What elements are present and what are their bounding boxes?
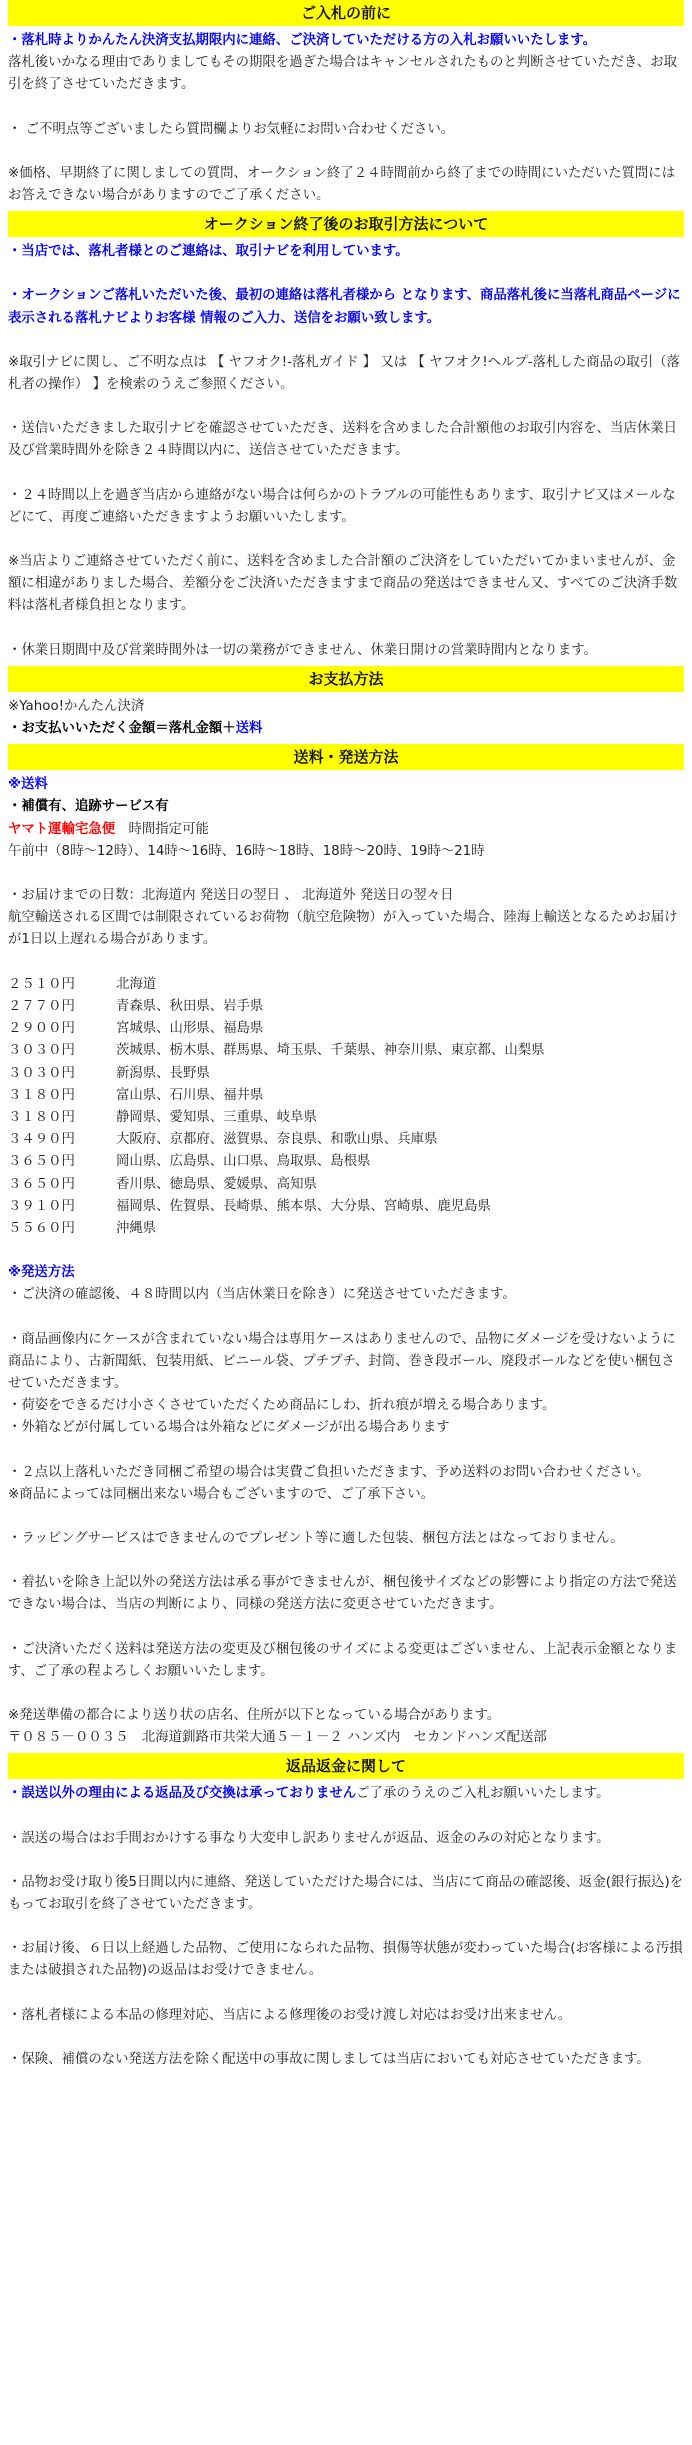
creases-notice: ・荷姿をできるだけ小さくさせていただくため商品にしわ、折れ痕が増える場合あります。 bbox=[8, 1398, 556, 1414]
shipping-fee-heading: ※送料 bbox=[8, 777, 48, 793]
time-slots: 午前中（8時〜12時）、14時〜16時、16時〜18時、18時〜20時、19時〜21時 bbox=[8, 843, 485, 859]
insurance-notice: ・保険、補償のない発送方法を除く配送中の事故に関しましては当店においても対応させていただきます。 bbox=[8, 2051, 650, 2067]
holiday-notice: ・休業日期間中及び営業時間外は一切の業務ができません、休業日開けの営業時間内となります。 bbox=[8, 642, 597, 658]
no-returns-tail: ご了承のうえのご入札お願いいたします。 bbox=[356, 1786, 610, 1802]
time-designation: 時間指定可能 bbox=[115, 821, 209, 837]
section-header-shipping: 送料・発送方法 bbox=[8, 744, 684, 770]
trade-navi-notice: ・当店では、落札者様とのご連絡は、取引ナビを利用しています。 bbox=[8, 244, 409, 260]
carrier-name: ヤマト運輸宅急便 bbox=[8, 821, 116, 837]
rate-row: ３６５０円 香川県、徳島県、愛媛県、高知県 bbox=[8, 1176, 317, 1192]
payment-amount bbox=[8, 718, 684, 740]
payment-amount-label: ・お支払いいただく金額＝落札金額＋ bbox=[8, 721, 236, 737]
shipping-method-heading: ※発送方法 bbox=[8, 1265, 75, 1281]
rate-row: ５５６０円 沖縄県 bbox=[8, 1220, 157, 1236]
sender-address-notice: ※発送準備の都合により送り状の店名、住所が以下となっている場合があります。 bbox=[8, 1707, 501, 1723]
packing-notice: ・商品画像内にケースが含まれていない場合は専用ケースはありませんので、品物にダメージを受けないように商品により、古新聞紙、包装用紙、ビニール袋、プチプチ、封筒、巻き段ボール、廃段ボールなどを使い梱包させていただきます。 bbox=[8, 1331, 676, 1391]
section-header-after-auction: オークション終了後のお取引方法について bbox=[8, 211, 684, 237]
rate-row: ２５１０円 北海道 bbox=[8, 976, 157, 992]
trade-navi-help: ※取引ナビに関し、ご不明な点は 【 ヤフオク!-落札ガイド 】 又は 【 ヤフオク!ヘルプ-落札した商品の取引（落札者の操作） 】を検索のうえご参照ください。 bbox=[8, 354, 680, 393]
no-returns-notice bbox=[8, 1783, 684, 1805]
section-returns bbox=[8, 1779, 684, 2075]
price-question-notice: ※価格、早期終了に関しましての質問、オークション終了２４時間前から終了までの時間にいただいた質問にはお答えできない場合がありますのでご了承ください。 bbox=[8, 165, 676, 204]
payment-deadline-notice: ・落札時よりかんたん決済支払期限内に連絡、ご決済していただける方の入札お願いいたします。 bbox=[8, 33, 597, 48]
section-header-returns: 返品返金に関して bbox=[8, 1753, 684, 1779]
shipping-fee-label: 送料 bbox=[235, 721, 263, 737]
wrong-item-notice: ・誤送の場合はお手間おかけする事なり大変申し訳ありませんが返品、返金のみの対応となります。 bbox=[8, 1830, 610, 1846]
bundle-unavailable-notice: ※商品によっては同梱出来ない場合もございますので、ご了承下さい。 bbox=[8, 1486, 435, 1502]
delivery-days: ・お届けまでの日数：北海道内 発送日の翌日 、 北海道外 発送日の翌々日 bbox=[8, 888, 454, 904]
no-contact-notice: ・２４時間以上を過ぎ当店から連絡がない場合は何らかのトラブルの可能性もあります、取引ナビ又はメールなどにて、再度ご連絡いただきますようお願いいたします。 bbox=[8, 487, 676, 525]
six-day-notice: ・お届け後、６日以上経過した品物、ご使用になられた品物、損傷等状態が変わっていた場合(お客様による汚損または破損された品物)の返品はお受けできません。 bbox=[8, 1941, 683, 1979]
rate-row: ２７７０円 青森県、秋田県、岩手県 bbox=[8, 998, 264, 1014]
first-contact-notice: ・オークションご落札いただいた後、最初の連絡は落札者様から となります、商品落札後に当落札商品ページに表示される落札ナビよりお客様 情報のご入力、送信をお願い致します。 bbox=[8, 288, 681, 326]
section-payment bbox=[8, 692, 684, 744]
air-transport-notice: 航空輸送される区間では制限されているお荷物（航空危険物）が入っていた場合、陸海上輸送となるためお届けが1日以上遅れる場合があります。 bbox=[8, 910, 678, 948]
tracking-notice: ・補償有、追跡サービス有 bbox=[8, 799, 169, 815]
total-amount-notice: ・送信いただきました取引ナビを確認させていただき、送料を含めました合計額他のお取引内容を、当店休業日及び営業時間外を除き２４時間以内に、送信させていただきます。 bbox=[8, 421, 677, 459]
rate-row: ３１８０円 富山県、石川県、福井県 bbox=[8, 1087, 264, 1103]
section-shipping bbox=[8, 770, 684, 1753]
cancellation-notice: 落札後いかなる理由でありましてもその期限を過ぎた場合はキャンセルされたものと判断させていただき、お取引を終了させていただきます。 bbox=[8, 55, 677, 93]
section-before-bidding bbox=[8, 26, 684, 211]
section-after-auction bbox=[8, 237, 684, 666]
rate-row: ３０３０円 茨城県、栃木県、群馬県、埼玉県、千葉県、神奈川県、東京都、山梨県 bbox=[8, 1043, 545, 1059]
rate-row: ３０３０円 新潟県、長野県 bbox=[8, 1065, 210, 1081]
prepayment-notice: ※当店よりご連絡させていただく前に、送料を含めました合計額のご決済をしていただいてかまいませんが、金額に相違がありました場合、差額分をご決済いただきますまで商品の発送はできません又、すべてのご決済手数料は落札者様負担となります。 bbox=[8, 554, 678, 614]
no-returns-emphasis: ・誤送以外の理由による返品及び交換は承っておりません bbox=[8, 1786, 357, 1802]
rate-row: ３６５０円 岡山県、広島県、山口県、鳥取県、島根県 bbox=[8, 1154, 371, 1170]
sender-address: 〒０８５－００３５ 北海道釧路市共栄大通５－１－２ ハンズ内 セカンドハンズ配送部 bbox=[8, 1730, 547, 1746]
rate-row: ３４９０円 大阪府、京都府、滋賀県、奈良県、和歌山県、兵庫県 bbox=[8, 1132, 438, 1148]
shipping-change-notice: ・着払いを除き上記以外の発送方法は承る事ができませんが、梱包後サイズなどの影響により指定の方法で発送できない場合は、当店の判断により、同様の発送方法に変更させていただきます。 bbox=[8, 1575, 677, 1613]
payment-method: ※Yahoo!かんたん決済 bbox=[8, 698, 145, 714]
ship-within-48h: ・ご決済の確認後、４８時間以内（当店休業日を除き）に発送させていただきます。 bbox=[8, 1287, 516, 1303]
bundle-shipping-notice: ・２点以上落札いただき同梱ご希望の場合は実費ご負担いただきます、予め送料のお問い合わせください。 bbox=[8, 1464, 650, 1480]
repair-notice: ・落札者様による本品の修理対応、当店による修理後のお受け渡し対応はお受け出来ません。 bbox=[8, 2007, 572, 2023]
questions-notice: ・ ご不明点等ございましたら質問欄よりお気軽にお問い合わせください。 bbox=[8, 121, 455, 137]
outer-box-notice: ・外箱などが付属している場合は外箱などにダメージが出る場合あります bbox=[8, 1420, 450, 1436]
shipping-rate-list bbox=[8, 974, 684, 1240]
rate-row: ３１８０円 静岡県、愛知県、三重県、岐阜県 bbox=[8, 1109, 317, 1125]
five-day-notice: ・品物お受け取り後5日間以内に連絡、発送していただけた場合には、当店にて商品の確認後、返金(銀行振込)をもってお取引を終了させていただきます。 bbox=[8, 1874, 684, 1912]
section-header-payment: お支払方法 bbox=[8, 666, 684, 692]
fixed-fee-notice: ・ご決済いただく送料は発送方法の変更及び梱包後のサイズによる変更はございません、上記表示金額となります、ご了承の程よろしくお願いいたします。 bbox=[8, 1641, 678, 1679]
rate-row: ２９００円 宮城県、山形県、福島県 bbox=[8, 1021, 264, 1037]
rate-row: ３９１０円 福岡県、佐賀県、長崎県、熊本県、大分県、宮崎県、鹿児島県 bbox=[8, 1198, 491, 1214]
no-wrapping-notice: ・ラッピングサービスはできませんのでプレゼント等に適した包装、梱包方法とはなっておりません。 bbox=[8, 1530, 624, 1546]
section-header-before-bidding: ご入札の前に bbox=[8, 0, 684, 26]
carrier-line bbox=[8, 819, 684, 841]
